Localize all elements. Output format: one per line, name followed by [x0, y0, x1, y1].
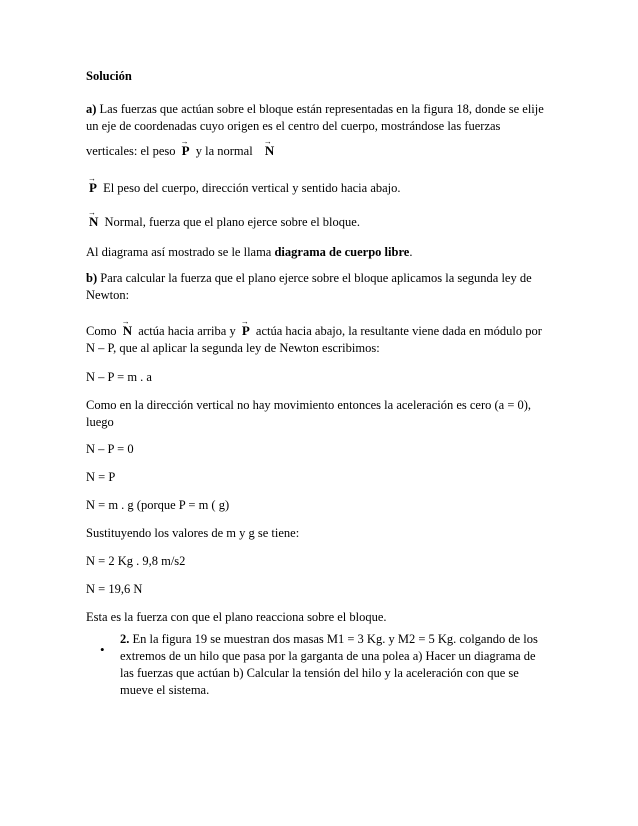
problem-2-item — [120, 631, 550, 699]
conclusion-text: Esta es la fuerza con que el plano reacciona sobre el bloque. — [86, 610, 387, 624]
paragraph-a-text3b: y la normal — [195, 144, 253, 158]
diagram-note-end: . — [409, 245, 413, 259]
paragraph-a-line3 — [86, 142, 556, 160]
resultant-text-b: actúa hacia arriba y — [138, 324, 236, 338]
paragraph-a-line1 — [86, 101, 556, 118]
problem-2-line2: extremos de un hilo que pasa por la garganta de una polea a) Hacer un diagrama de — [120, 649, 536, 663]
paragraph-a-text1: Las fuerzas que actúan sobre el bloque están representadas en la figura 18, donde se elije — [99, 102, 544, 116]
vector-n-symbol: → N — [120, 322, 135, 339]
problem-2-line3: las fuerzas que actúan b) Calcular la tensión del hilo y la aceleración con que se — [120, 666, 519, 680]
no-motion-line2: luego — [86, 415, 114, 429]
paragraph-a — [86, 101, 556, 160]
resultant-text-c: actúa hacia abajo, la resultante viene dada en módulo por — [255, 324, 542, 338]
no-motion-paragraph — [86, 397, 556, 431]
diagram-note-text: Al diagrama así mostrado se le llama — [86, 245, 272, 259]
weight-definition — [86, 179, 556, 197]
problem-2-text1: En la figura 19 se muestran dos masas M1 = 3 Kg. y M2 = 5 Kg. colgando de los — [132, 632, 538, 646]
normal-definition — [86, 213, 556, 231]
paragraph-b-line1 — [86, 270, 556, 287]
vector-p-symbol: → P — [239, 322, 253, 339]
equation-3: N = P — [86, 470, 116, 484]
solution-heading: Solución — [86, 69, 132, 83]
paragraph-a-line2: un eje de coordenadas cuyo origen es el centro del cuerpo, mostrándose las fuerzas — [86, 119, 501, 133]
resultant-line1 — [86, 322, 556, 340]
equation-6: N = 19,6 N — [86, 582, 143, 596]
paragraph-a-text3a: verticales: el peso — [86, 144, 176, 158]
vector-p-symbol: → P — [86, 179, 100, 196]
paragraph-b-line2: Newton: — [86, 288, 130, 302]
vector-n-symbol: → N — [86, 213, 101, 230]
free-body-diagram-term: diagrama de cuerpo libre — [274, 245, 410, 259]
resultant-text-a: Como — [86, 324, 117, 338]
paragraph-b-text1: Para calcular la fuerza que el plano ejerce sobre el bloque aplicamos la segunda ley de — [100, 271, 532, 285]
diagram-note — [86, 244, 556, 261]
problem-2-line4: mueve el sistema. — [120, 683, 210, 697]
vector-n-symbol: → N — [262, 142, 277, 159]
equation-2: N – P = 0 — [86, 442, 134, 456]
label-b: b) — [86, 271, 98, 285]
paragraph-b — [86, 270, 556, 304]
weight-definition-text: El peso del cuerpo, dirección vertical y sentido hacia abajo. — [103, 181, 401, 195]
equation-5: N = 2 Kg . 9,8 m/s2 — [86, 554, 186, 568]
no-motion-line1: Como en la dirección vertical no hay movimiento entonces la aceleración es cero (a = 0), — [86, 398, 532, 412]
resultant-paragraph — [86, 322, 556, 357]
problem-2-line1 — [120, 631, 550, 648]
label-a: a) — [86, 102, 97, 116]
substitution-text: Sustituyendo los valores de m y g se tiene: — [86, 526, 300, 540]
problem-number: 2. — [120, 632, 130, 646]
normal-definition-text: Normal, fuerza que el plano ejerce sobre el bloque. — [104, 215, 360, 229]
equation-4: N = m . g (porque P = m ( g) — [86, 498, 230, 512]
vector-p-symbol: → P — [179, 142, 193, 159]
bullet-icon: • — [100, 642, 105, 657]
equation-1: N – P = m . a — [86, 370, 152, 384]
resultant-line2: N – P, que al aplicar la segunda ley de Newton escribimos: — [86, 341, 380, 355]
